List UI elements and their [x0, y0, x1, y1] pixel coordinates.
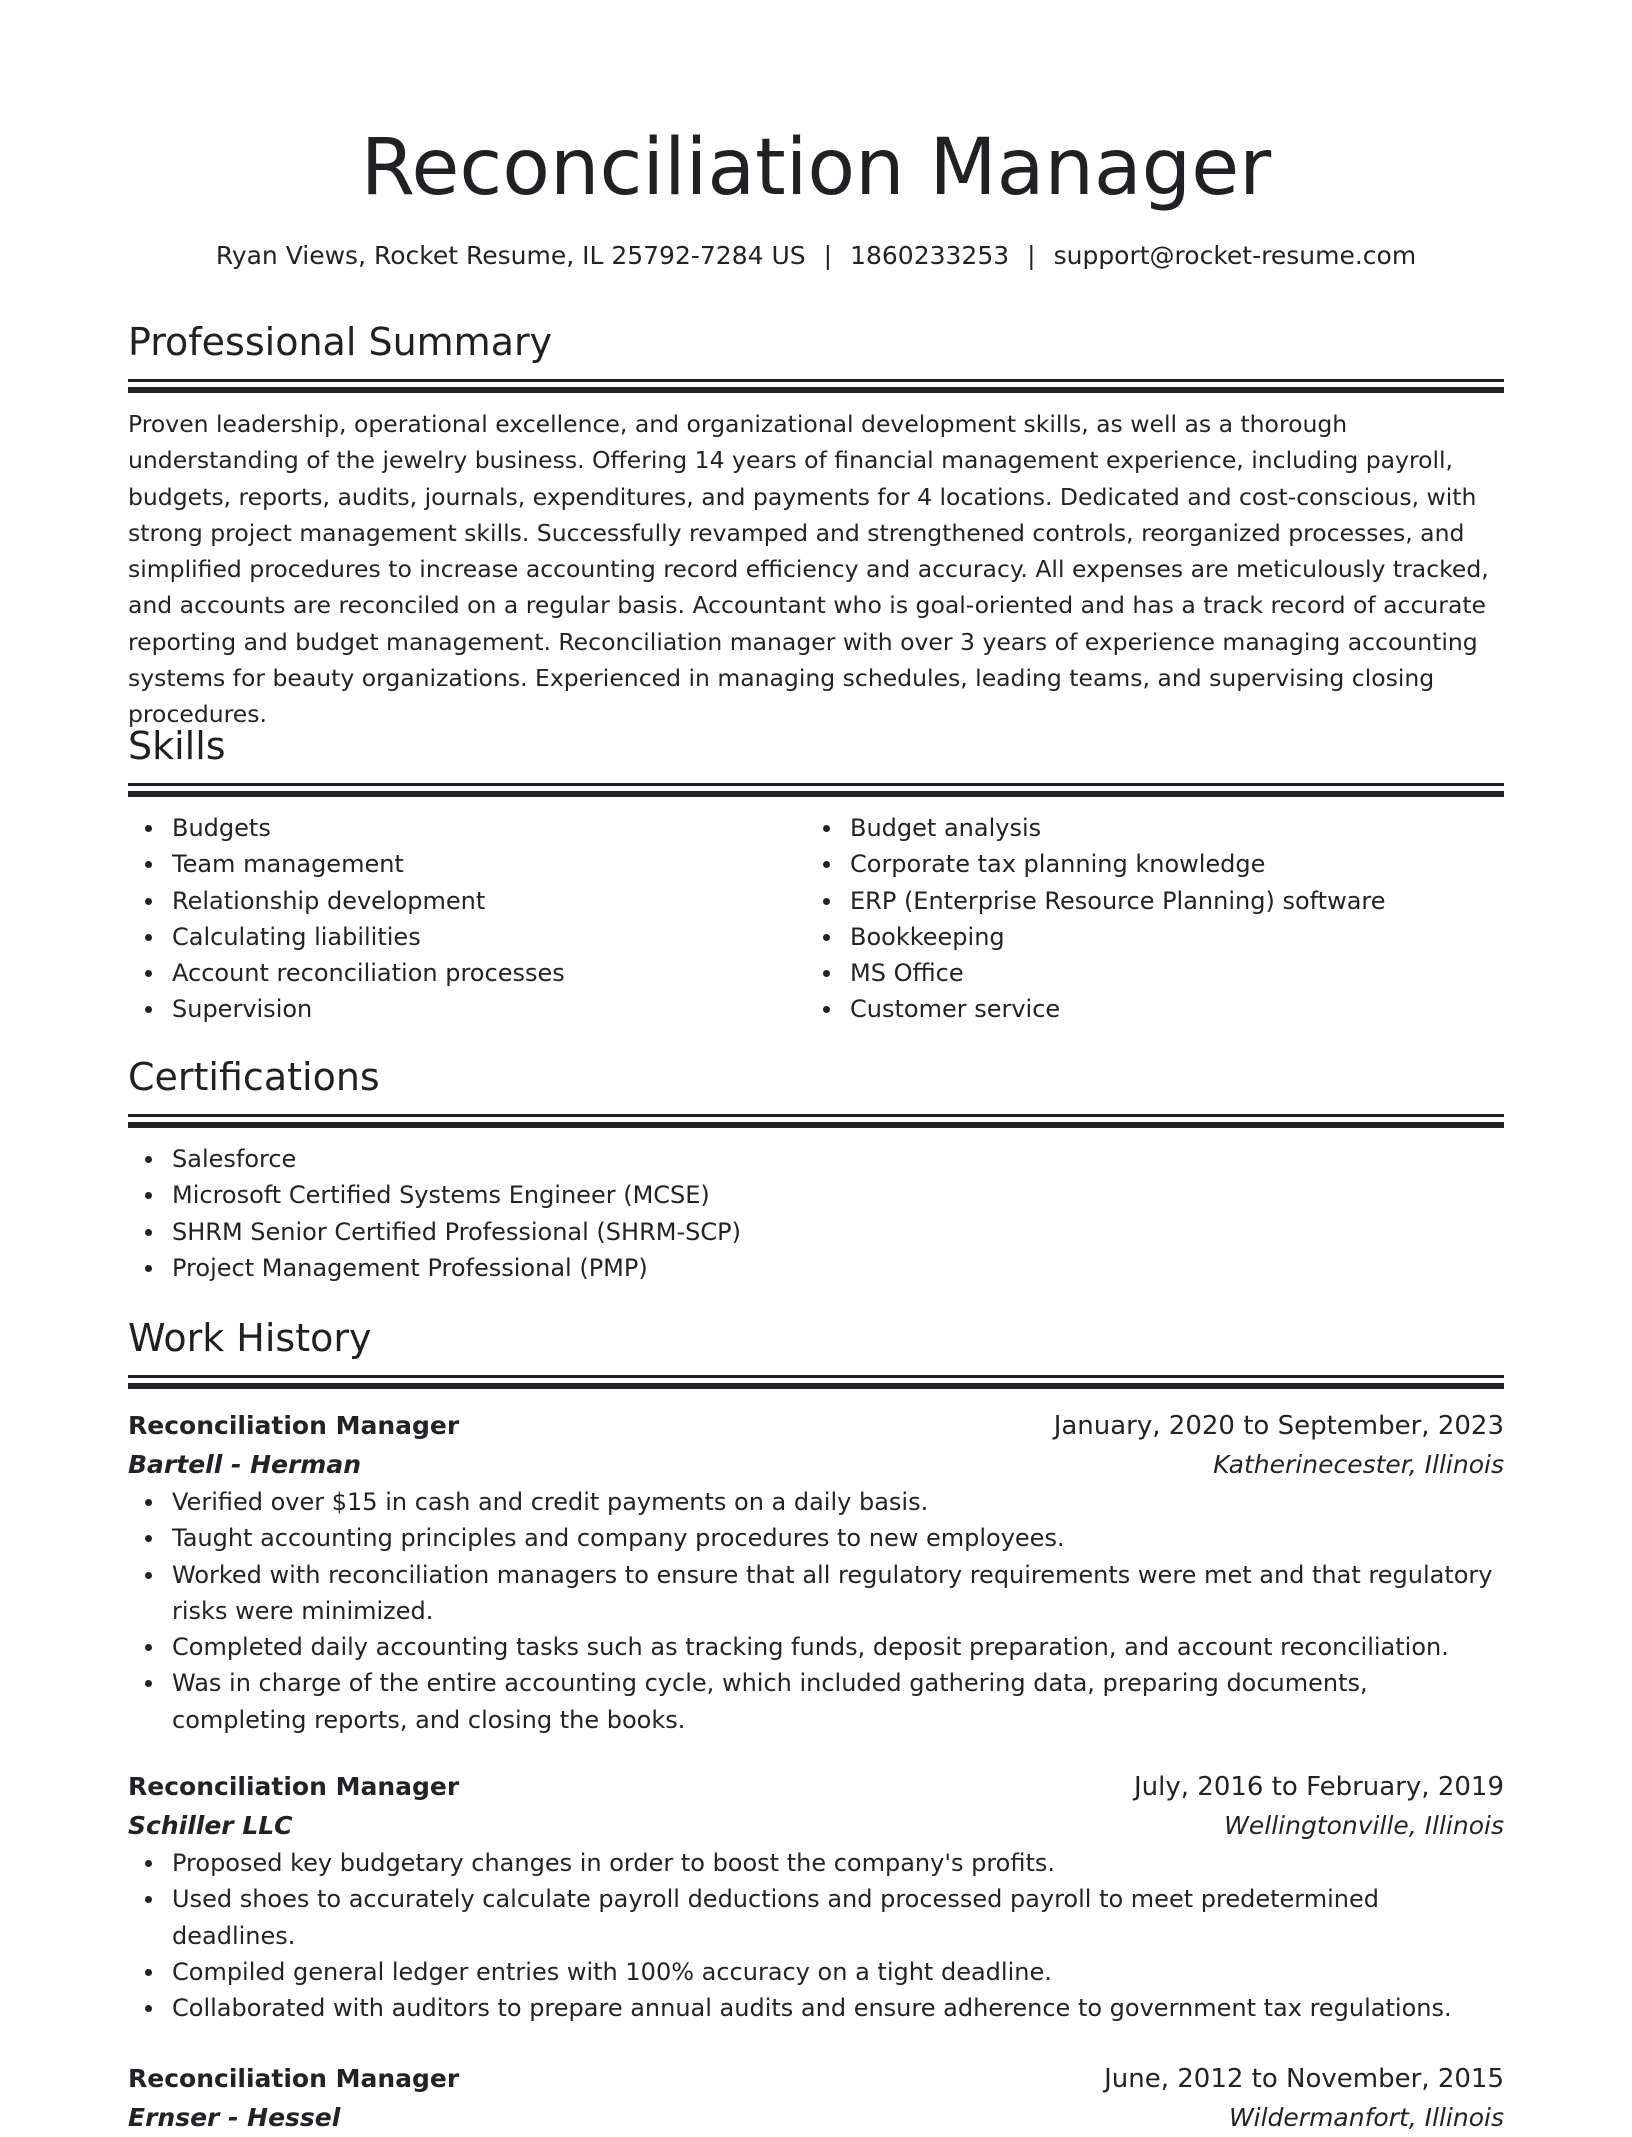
contact-phone: 1860233253	[850, 241, 1010, 270]
skills-list-right	[806, 810, 1484, 1028]
job-header	[128, 1767, 1504, 1807]
job-bullet: Worked with reconciliation managers to ensure that all regulatory requirements were met and that regulatory risks were minimized.	[172, 1557, 1504, 1630]
skill-item: Corporate tax planning knowledge	[850, 846, 1484, 882]
section-divider-thick	[128, 1383, 1504, 1389]
summary-text: Proven leadership, operational excellence, and organizational development skills, as well as a thorough understanding of the jewelry business. Offering 14 years of financial management experience, including payroll, budgets, reports, audits, journals, expenditures, and payments for 4 locations. Dedicated and cost-conscious, with strong project management skills. Successfully revamped and strengthened controls, reorganized processes, and simplified procedures to increase accounting record efficiency and accuracy. All expenses are meticulously tracked, and accounts are reconciled on a regular basis. Accountant who is goal-oriented and has a track record of accurate reporting and budget management. Reconciliation manager with over 3 years of experience managing accounting systems for beauty organizations. Experienced in managing schedules, leading teams, and supervising closing procedures.	[128, 410, 1489, 729]
skill-item: Calculating liabilities	[172, 919, 806, 955]
contact-separator: |	[823, 241, 833, 270]
job-title: Reconciliation Manager	[128, 1411, 460, 1440]
job-bullet: Verified over $15 in cash and credit payments on a daily basis.	[172, 1484, 1504, 1520]
contact-line	[128, 238, 1504, 274]
certification-item: Salesforce	[172, 1141, 1504, 1177]
skill-item: MS Office	[850, 955, 1484, 991]
summary-heading: Professional Summary	[128, 320, 553, 364]
skills-heading: Skills	[128, 724, 226, 768]
job-bullet: Used shoes to accurately calculate payroll deductions and processed payroll to meet predetermined deadlines.	[172, 1881, 1504, 1954]
job-entry	[128, 1767, 1504, 2026]
job-bullets	[128, 1845, 1504, 2026]
certifications-list	[128, 1141, 1504, 1286]
resume-title: Reconciliation Manager	[360, 123, 1272, 213]
skills-list-left	[128, 810, 806, 1028]
contact-separator: |	[1027, 241, 1036, 270]
skill-item: Bookkeeping	[850, 919, 1484, 955]
section-divider	[128, 783, 1504, 786]
skill-item: Relationship development	[172, 883, 806, 919]
section-divider	[128, 1375, 1504, 1378]
skills-column-right	[806, 810, 1484, 1028]
certification-item: Project Management Professional (PMP)	[172, 1250, 1504, 1286]
job-company: Schiller LLC	[128, 1811, 293, 1841]
skill-item: Budget analysis	[850, 810, 1484, 846]
job-subheader	[128, 1807, 1504, 1845]
skill-item: Account reconciliation processes	[172, 955, 806, 991]
certification-item: SHRM Senior Certified Professional (SHRM-SCP)	[172, 1214, 1504, 1250]
skill-item: ERP (Enterprise Resource Planning) software	[850, 883, 1484, 919]
job-bullet: Compiled general ledger entries with 100% accuracy on a tight deadline.	[172, 1954, 1504, 1990]
certifications-heading: Certifications	[128, 1055, 380, 1099]
summary-section	[128, 317, 1504, 733]
contact-email: support@rocket-resume.com	[1053, 241, 1417, 270]
certification-item: Microsoft Certified Systems Engineer (MCSE)	[172, 1177, 1504, 1213]
section-divider-thick	[128, 791, 1504, 797]
job-title: Reconciliation Manager	[128, 1772, 460, 1802]
skill-item: Supervision	[172, 991, 806, 1027]
contact-address: Ryan Views, Rocket Resume, IL 25792-7284 US	[215, 241, 806, 270]
job-dates: January, 2020 to September, 2023	[1053, 1411, 1504, 1441]
job-dates: June, 2012 to November, 2015	[1104, 2063, 1504, 2094]
job-location: Katherinecester, Illinois	[1213, 1450, 1504, 1479]
job-location: Wildermanfort, Illinois	[1228, 2102, 1504, 2132]
job-bullet: Collaborated with auditors to prepare annual audits and ensure adherence to government tax regulations.	[172, 1990, 1504, 2026]
skills-section	[128, 721, 1504, 1028]
job-bullet: Completed daily accounting tasks such as tracking funds, deposit preparation, and account reconciliation.	[172, 1629, 1504, 1665]
certifications-section	[128, 1052, 1504, 1286]
job-title: Reconciliation Manager	[128, 2063, 460, 2093]
job-subheader	[128, 2099, 1504, 2137]
job-company: Ernser - Hessel	[128, 2102, 341, 2132]
skills-column-left	[128, 810, 806, 1028]
job-bullet: Was in charge of the entire accounting cycle, which included gathering data, preparing documents, completing reports, and closing the books.	[172, 1665, 1504, 1738]
job-subheader	[128, 1446, 1504, 1484]
job-header	[128, 2059, 1504, 2099]
section-divider-thick	[128, 387, 1504, 393]
section-divider	[128, 379, 1504, 382]
job-location: Wellingtonville, Illinois	[1224, 1811, 1504, 1841]
job-company: Bartell - Herman	[128, 1450, 362, 1479]
section-divider-thick	[128, 1122, 1504, 1128]
work-history-section	[128, 1313, 1504, 2137]
skill-item: Customer service	[850, 991, 1484, 1027]
skill-item: Team management	[172, 846, 806, 882]
skills-columns	[128, 810, 1504, 1028]
job-entry	[128, 2059, 1504, 2137]
job-entry	[128, 1406, 1504, 1738]
job-bullet: Proposed key budgetary changes in order to boost the company's profits.	[172, 1845, 1504, 1881]
job-header	[128, 1406, 1504, 1446]
job-bullet: Taught accounting principles and company procedures to new employees.	[172, 1520, 1504, 1556]
skill-item: Budgets	[172, 810, 806, 846]
job-dates: July, 2016 to February, 2019	[1134, 1772, 1504, 1803]
section-divider	[128, 1114, 1504, 1117]
job-bullets	[128, 1484, 1504, 1738]
work-history-heading: Work History	[128, 1316, 372, 1360]
